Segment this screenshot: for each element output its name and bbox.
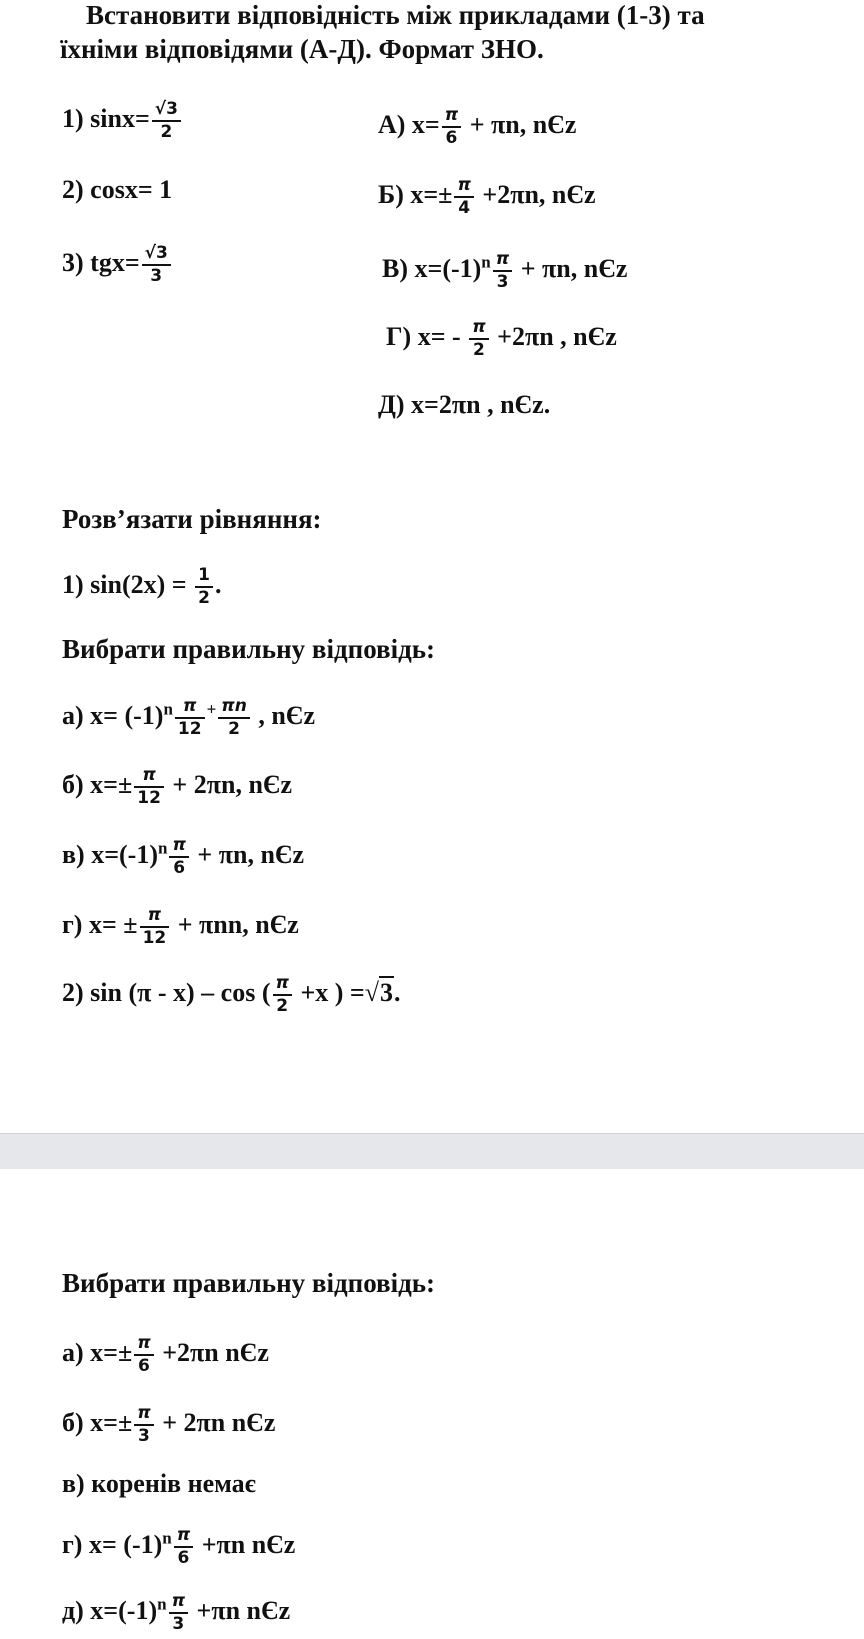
fraction: $\frac{\pi}{12}$ [175,697,205,739]
fraction: $\frac{\pi}{6}$ [442,106,461,148]
answer-d: Д) x=2πn , nЄz. [378,390,551,419]
fraction: $\frac{√3}{2}$ [152,100,181,142]
option-g: г) x= ± $\frac{\pi}{12}$ + πnn, nЄz [62,905,299,948]
fraction: $\frac{\pi}{2}$ [273,974,292,1016]
page2-option-b: б) x=± $\frac{\pi}{3}$ + 2πn nЄz [62,1403,276,1446]
fraction: $\frac{1}{2}$ [195,566,213,608]
fraction: $\frac{\pi}{3}$ [493,250,512,292]
option-a: а) $x= (-1)^n$ $\frac{\pi}{12}$ + $\frac{\pi n}{2}$ , nЄz [62,696,315,739]
page2-option-g: г) $x= (-1)^n$ $\frac{\pi}{6}$ +πn nЄz [62,1525,296,1568]
page2-option-v: в) коренів немає [62,1469,256,1498]
option-v: в) $x=(-1)^n$ $\frac{\pi}{6}$ + πn, nЄz [62,835,305,878]
task2-heading: Розв’язати рівняння: [62,504,322,534]
option-b: б) x=± $\frac{\pi}{12}$ + 2πn, nЄz [62,765,293,808]
choose-heading-2: Вибрати правильну відповідь: [62,1268,436,1298]
answer-b: Б) x=± $\frac{\pi}{4}$ +2πn, nЄz [378,175,596,218]
fraction: $\frac{\pi}{6}$ [169,836,188,878]
fraction: $\frac{\pi}{6}$ [134,1334,153,1376]
square-root: √3 [364,977,394,1007]
example-1: 1) sinx= $\frac{√3}{2}$ [62,100,183,142]
page2-option-d: д) $x=(-1)^n$ $\frac{\pi}{3}$ +πn nЄz [62,1591,291,1634]
answer-g: Г) x= - $\frac{\pi}{2}$ +2πn , nЄz [386,317,617,360]
task1-heading-line1: Встановити відповідність між прикладами (1-3) та [86,0,705,30]
fraction: $\frac{\pi}{6}$ [174,1526,193,1568]
equation-2: 2) sin (π - x) – cos ( $\frac{\pi}{2}$ +x ) =√3. [62,973,401,1016]
choose-heading-1: Вибрати правильну відповідь: [62,634,436,664]
fraction: $\frac{\pi n}{2}$ [218,697,250,739]
task1-heading-line2: їхніми відповідями (А-Д). Формат ЗНО. [60,34,544,64]
answer-a: А) x= $\frac{\pi}{6}$ + πn, nЄz [378,105,577,148]
example-2: 2) cosx= 1 [62,175,173,204]
page-separator [0,1133,864,1170]
example-3: 3) tgx= $\frac{√3}{3}$ [62,244,173,286]
document-page-2 [0,1169,864,1639]
answer-v: В) $x=(-1)^n$ $\frac{\pi}{3}$ + πn, nЄz [382,249,628,292]
fraction: $\frac{\pi}{3}$ [134,1404,153,1446]
fraction: $\frac{\pi}{12}$ [140,906,170,948]
fraction: $\frac{\pi}{3}$ [169,1592,188,1634]
fraction: $\frac{\pi}{2}$ [469,318,488,360]
fraction: $\frac{√3}{3}$ [142,244,171,286]
equation-1: 1) sin(2x) = $\frac{1}{2}$ . [62,565,222,608]
page2-option-a: а) x=± $\frac{\pi}{6}$ +2πn nЄz [62,1333,269,1376]
fraction: $\frac{\pi}{12}$ [134,766,164,808]
fraction: $\frac{\pi}{4}$ [454,176,473,218]
